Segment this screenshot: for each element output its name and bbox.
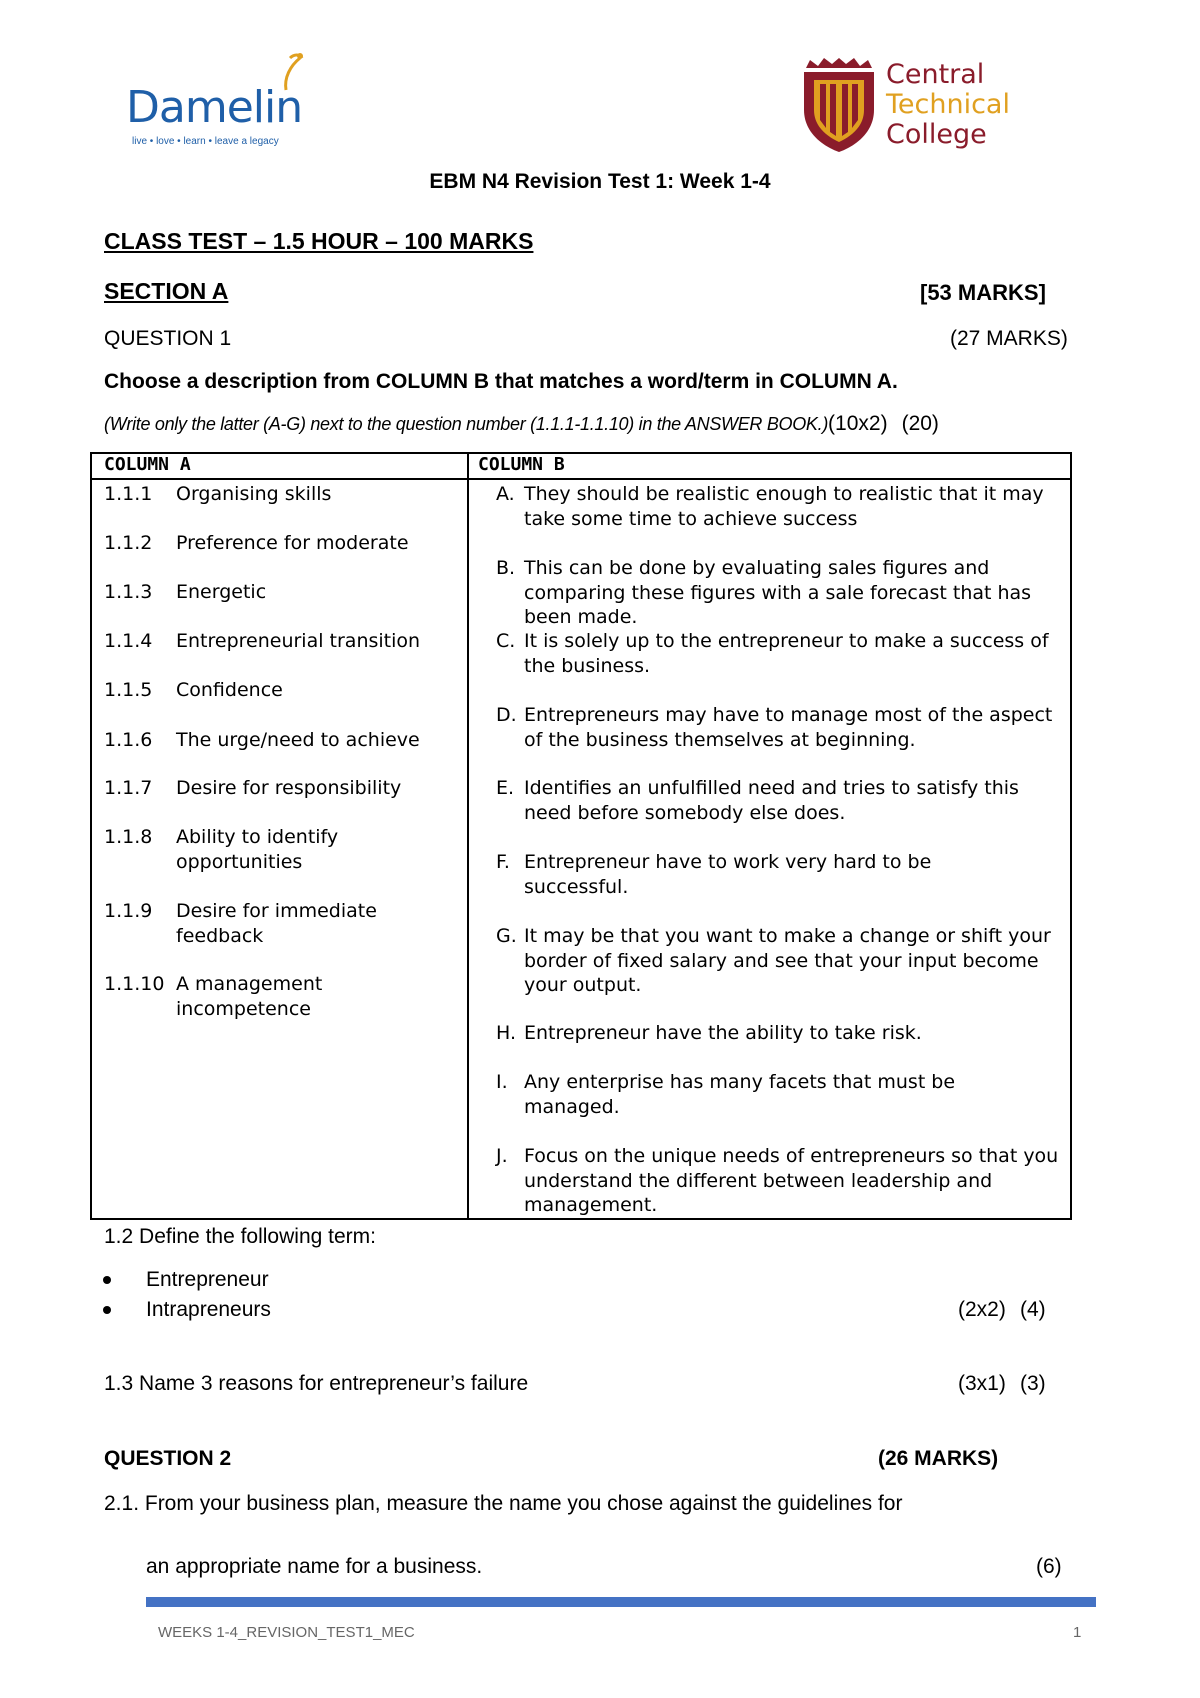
section-a-heading: SECTION A	[104, 278, 229, 304]
footer-doc-code: WEEKS 1-4_REVISION_TEST1_MEC	[158, 1624, 415, 1641]
option-description: It may be that you want to make a change or shift your border of fixed salary and see that your input become your output.	[524, 925, 1051, 996]
question1-instruction: Choose a description from COLUMN B that matches a word/term in COLUMN A.	[104, 370, 898, 393]
damelin-tagline: live • love • learn • leave a legacy	[132, 136, 279, 147]
column-a-header: COLUMN A	[104, 454, 191, 475]
q1-3-marks: (3x1)	[958, 1372, 1006, 1395]
damelin-logo	[124, 52, 324, 152]
q1-3-total: (3)	[1020, 1372, 1046, 1395]
question2-marks: (26 MARKS)	[878, 1447, 999, 1470]
row-term: The urge/need to achieve	[176, 729, 420, 751]
q1-2-item: Entrepreneur	[146, 1268, 269, 1291]
row-term: A management incompetence	[176, 973, 323, 1020]
bullet-icon	[103, 1306, 111, 1314]
question1-note: (Write only the latter (A-G) next to the question number (1.1.1-1.1.10) in the ANSWER BOOK.)	[104, 414, 829, 434]
document-title: EBM N4 Revision Test 1: Week 1-4	[429, 170, 771, 193]
row-number: 1.1.4	[104, 630, 153, 652]
table-header-divider	[92, 478, 1070, 480]
row-number: 1.1.2	[104, 532, 153, 554]
section-a-marks: [53 MARKS]	[920, 280, 1046, 305]
q1-2-total: (4)	[1020, 1298, 1046, 1321]
option-letter: D.	[496, 704, 517, 726]
question1-marks: (27 MARKS)	[950, 327, 1068, 350]
q2-1-total: (6)	[1036, 1555, 1062, 1578]
question1-note-total: (20)	[901, 412, 939, 435]
option-description: Focus on the unique needs of entrepreneurs so that you understand the different between leadership and management.	[524, 1145, 1059, 1216]
row-number: 1.1.8	[104, 826, 153, 848]
option-letter: I.	[496, 1071, 508, 1093]
ctc-shield-icon	[800, 58, 878, 152]
row-term: Desire for responsibility	[176, 777, 402, 799]
ctc-logo	[800, 58, 1040, 158]
q1-2-prompt: 1.2 Define the following term:	[104, 1225, 376, 1248]
q1-2-item: Intrapreneurs	[146, 1298, 271, 1321]
question1-note-line	[104, 412, 939, 436]
row-term: Preference for moderate	[176, 532, 409, 554]
bullet-icon	[103, 1276, 111, 1284]
row-number: 1.1.3	[104, 581, 153, 603]
row-number: 1.1.10	[104, 973, 165, 995]
option-description: Entrepreneur have to work very hard to be successful.	[524, 851, 932, 898]
row-number: 1.1.5	[104, 679, 153, 701]
option-description: Entrepreneurs may have to manage most of the aspect of the business themselves at beginning.	[524, 704, 1053, 751]
option-description: They should be realistic enough to realistic that it may take some time to achieve success	[524, 483, 1044, 530]
question1-note-marks: (10x2)	[828, 412, 888, 435]
option-letter: H.	[496, 1022, 516, 1044]
option-letter: F.	[496, 851, 510, 873]
table-column-divider	[467, 454, 469, 1218]
option-letter: G.	[496, 925, 517, 947]
row-term: Entrepreneurial transition	[176, 630, 421, 652]
footer-bar	[146, 1597, 1096, 1607]
class-test-heading: CLASS TEST – 1.5 HOUR – 100 MARKS	[104, 228, 534, 254]
damelin-wordmark: Damelin	[126, 82, 303, 133]
q2-1-line1: 2.1. From your business plan, measure the name you chose against the guidelines for	[104, 1492, 903, 1515]
ctc-name-line3: College	[886, 119, 987, 150]
q1-2-marks: (2x2)	[958, 1298, 1006, 1321]
column-b-header: COLUMN B	[478, 454, 565, 475]
row-number: 1.1.7	[104, 777, 153, 799]
page-number: 1	[1073, 1624, 1082, 1641]
ctc-name-line2: Technical	[886, 89, 1010, 120]
row-term: Confidence	[176, 679, 283, 701]
option-letter: E.	[496, 777, 515, 799]
q2-1-line2: an appropriate name for a business.	[146, 1555, 483, 1578]
row-number: 1.1.9	[104, 900, 153, 922]
question1-label: QUESTION 1	[104, 327, 232, 350]
option-letter: B.	[496, 557, 516, 579]
option-description: Identifies an unfulfilled need and tries to satisfy this need before somebody else does.	[524, 777, 1019, 824]
row-number: 1.1.1	[104, 483, 153, 505]
row-term: Energetic	[176, 581, 267, 603]
option-description: It is solely up to the entrepreneur to make a success of the business.	[524, 630, 1049, 677]
option-letter: C.	[496, 630, 516, 652]
row-number: 1.1.6	[104, 729, 153, 751]
option-description: Any enterprise has many facets that must be managed.	[524, 1071, 956, 1118]
question2-label: QUESTION 2	[104, 1447, 232, 1470]
option-description: This can be done by evaluating sales figures and comparing these figures with a sale forecast that has been made.	[524, 557, 1032, 628]
option-description: Entrepreneur have the ability to take risk.	[524, 1022, 922, 1044]
ctc-name-line1: Central	[886, 59, 985, 90]
row-term: Ability to identify opportunities	[176, 826, 339, 873]
row-term: Organising skills	[176, 483, 332, 505]
option-letter: J.	[496, 1145, 508, 1167]
matching-table	[90, 452, 1072, 1220]
option-letter: A.	[496, 483, 515, 505]
row-term: Desire for immediate feedback	[176, 900, 377, 947]
q1-3-prompt: 1.3 Name 3 reasons for entrepreneur’s failure	[104, 1372, 529, 1395]
